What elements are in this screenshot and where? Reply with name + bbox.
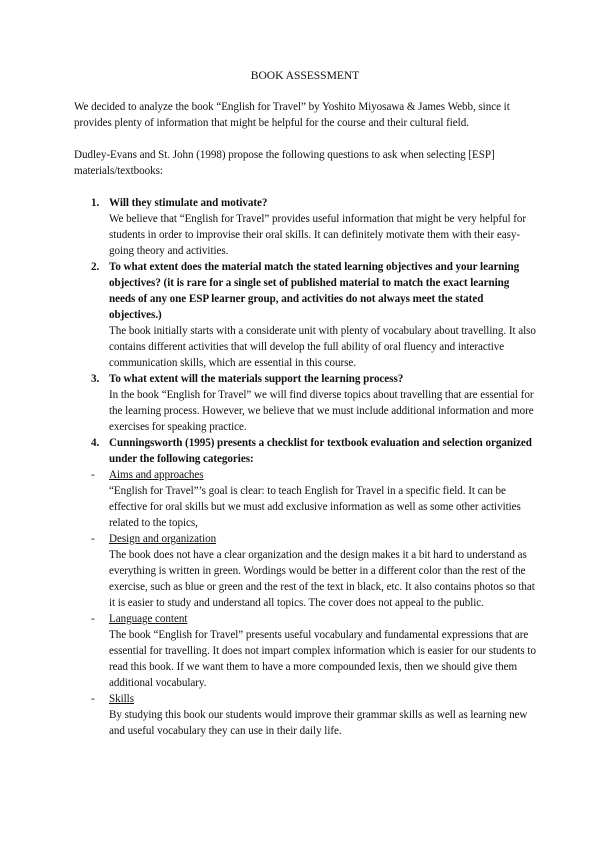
category-bullet: -: [91, 613, 95, 625]
question-item: [74, 371, 536, 435]
question-number: 2.: [91, 261, 100, 273]
question-title: To what extent does the material match the stated learning objectives and your learning objectives? (it is rare for a single set of published material to match the exact learning needs of any one ESP learner group, and activities do not always meet the stated objectives.): [109, 261, 520, 321]
question-item: [74, 435, 536, 467]
intro-paragraph: We decided to analyze the book “English for Travel” by Yoshito Miyosawa & James Webb, since it provides plenty of information that might be helpful for the course and their cultural field.: [74, 101, 510, 129]
lead-paragraph: Dudley-Evans and St. John (1998) propose the following questions to ask when selecting [ESP] materials/textbooks:: [74, 149, 495, 177]
question-item: [74, 259, 536, 371]
category-title: Language content: [109, 613, 188, 625]
question-title: Will they stimulate and motivate?: [109, 197, 268, 209]
question-answer: The book initially starts with a considerate unit with plenty of vocabulary about travelling. It also contains different activities that will develop the full ability of oral fluency and interactive communication skills, which are essential in this course.: [109, 325, 536, 369]
category-title: Skills: [109, 693, 134, 705]
question-title: Cunningsworth (1995) presents a checklist for textbook evaluation and selection organized under the following categories:: [109, 437, 532, 465]
category-bullet: -: [91, 533, 95, 545]
category-title: Aims and approaches: [109, 469, 204, 481]
category-item: [74, 611, 536, 691]
category-text: The book does not have a clear organization and the design makes it a bit hard to understand as everything is written in green. Wordings would be better in a different color than the rest of the exercise, such as blue or green and the rest of the text in black, etc. It also contains photos so that it is easier to study and understand all topics. The cover does not appeal to the public.: [109, 549, 535, 609]
question-answer: We believe that “English for Travel” provides useful information that might be very helpful for students in order to improvise their oral skills. It can definitely motivate them with their easy-going theory and activities.: [109, 213, 527, 257]
question-number: 1.: [91, 197, 100, 209]
question-list: [74, 195, 536, 467]
category-item: [74, 691, 536, 739]
question-title: To what extent will the materials support the learning process?: [109, 373, 404, 385]
question-answer: In the book “English for Travel” we will find diverse topics about travelling that are essential for the learning process. However, we believe that we must include additional information and more exercises for speaking practice.: [109, 389, 534, 433]
category-list: [74, 467, 536, 739]
category-title: Design and organization: [109, 533, 217, 545]
question-item: [74, 195, 536, 259]
category-text: “English for Travel”’s goal is clear: to teach English for Travel in a specific field. It can be effective for oral skills but we must add exclusive information as well as some other activities related to the topics,: [109, 485, 521, 529]
category-bullet: -: [91, 693, 95, 705]
category-item: [74, 531, 536, 611]
category-item: [74, 467, 536, 531]
question-number: 4.: [91, 437, 100, 449]
category-bullet: -: [91, 469, 95, 481]
document-title: BOOK ASSESSMENT: [250, 69, 360, 82]
question-number: 3.: [91, 373, 100, 385]
category-text: By studying this book our students would improve their grammar skills as well as learning new and useful vocabulary they can use in their daily life.: [109, 709, 528, 737]
category-text: The book “English for Travel” presents useful vocabulary and fundamental expressions that are essential for travelling. It does not impart complex information which is easier for our students to read this book. If we want them to have a more compounded lexis, then we should give them additional vocabulary.: [109, 629, 536, 689]
